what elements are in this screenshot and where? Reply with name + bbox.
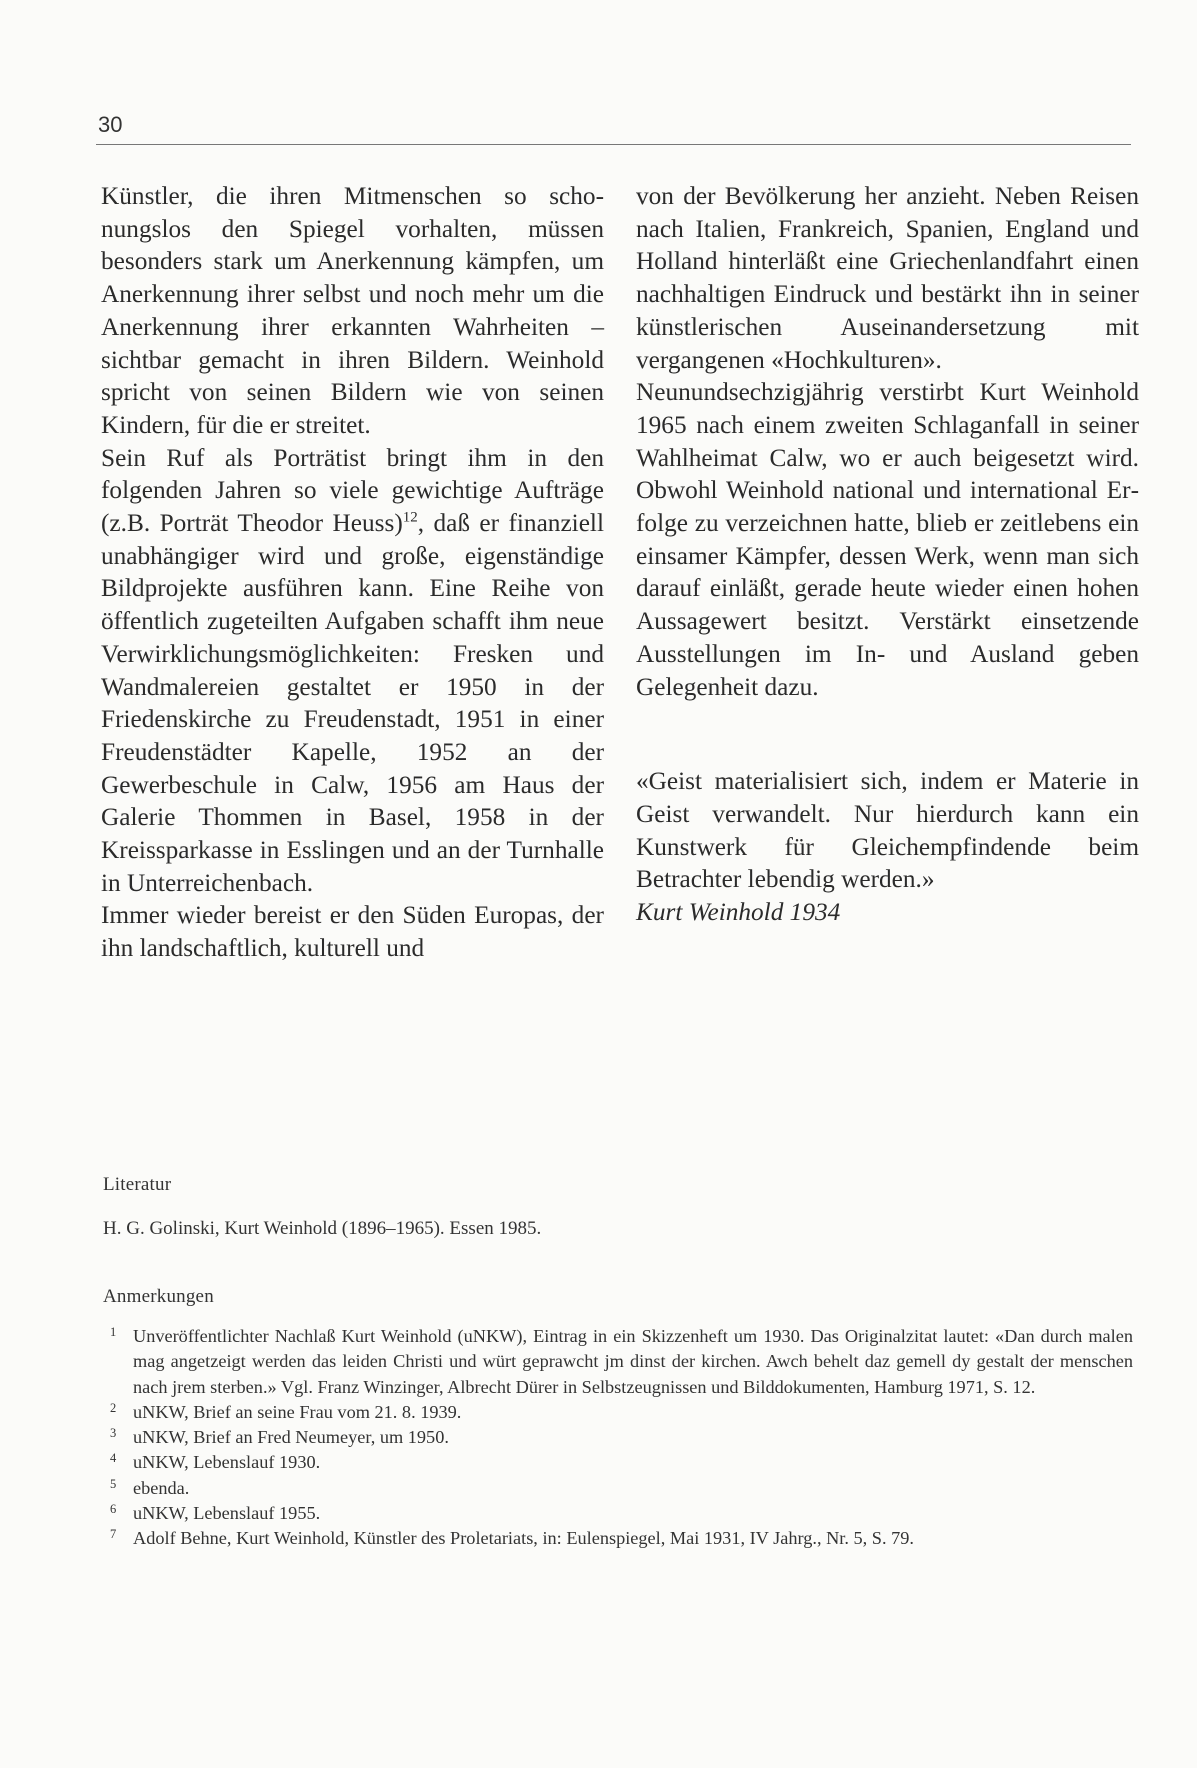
literatur-heading: Literatur: [103, 1174, 172, 1195]
footnote-mark: 4: [110, 1451, 117, 1466]
page-number: 30: [98, 112, 123, 137]
paragraph-2-text: Sein Ruf als Porträtist bringt ihm in den folgenden Jahren so viele gewichtige Aufträge (z.B. Porträt Theodor Heuss): [101, 443, 604, 538]
left-column: [101, 180, 604, 965]
footnote-mark: 6: [110, 1502, 117, 1517]
literatur-entry: H. G. Golinski, Kurt Weinhold (1896–1965). Essen 1985.: [103, 1218, 542, 1239]
footnote: [103, 1450, 1133, 1475]
footnote-text: uNKW, Brief an seine Frau vom 21. 8. 1939.: [133, 1401, 462, 1422]
anmerkungen-heading: Anmerkungen: [103, 1286, 214, 1307]
footnote-text: uNKW, Brief an Fred Neumeyer, um 1950.: [133, 1427, 449, 1448]
header-rule: [96, 144, 1131, 145]
footnote-text: ebenda.: [133, 1477, 190, 1498]
paragraph-3: Immer wieder bereist er den Süden Europas, der ihn landschaftlich, kulturell und: [101, 901, 604, 963]
footnote-text: uNKW, Lebenslauf 1955.: [133, 1503, 321, 1524]
footnote-text: Unveröffentlichter Nachlaß Kurt Weinhold (uNKW), Eintrag in ein Skizzenheft um 1930. Das Originalzitat lautet: «Dan durch malen mag angetzeigt werden das leiden Christi und würt geprawcht jm dinst der kirchen. Awch behelt daz gemell dy gestalt der menschen nach jrem sterben.» Vgl. Franz Winzinger, Albrecht Dürer in Selbstzeugnissen und Bilddokumenten, Hamburg 1971, S. 12.: [133, 1326, 1133, 1397]
paragraph-2: [101, 442, 604, 900]
footnote-mark: 2: [110, 1400, 117, 1415]
quote-author: Kurt Weinhold 1934: [636, 898, 841, 927]
right-column: [636, 180, 1139, 929]
footnote: [103, 1425, 1133, 1450]
footnote-mark: 1: [110, 1325, 117, 1339]
paragraph-1: Künstler, die ihren Mitmenschen so schonungslos den Spiegel vorhalten, müssen besonders stark um Anerkennung kämpfen, um Anerkennung ihrer selbst und noch mehr um die Anerkennung ihrer erkannten Wahrheiten – sichtbar gemacht in ihren Bildern. Weinhold spricht von seinen Bildern wie von seinen Kindern, für die er streitet.: [101, 182, 604, 439]
footnote: [103, 1501, 1133, 1526]
footnote-text: uNKW, Lebenslauf 1930.: [133, 1452, 321, 1473]
footnote-ref-12: 12: [402, 509, 418, 526]
footnote-text: Adolf Behne, Kurt Weinhold, Künstler des Proletariats, in: Eulenspiegel, Mai 1931, IV Jahrg., Nr. 5, S. 79.: [133, 1528, 914, 1549]
paragraph-4: von der Bevölkerung her anzieht. Neben Reisen nach Italien, Frankreich, Spanien, England und Holland hinterläßt eine Griechenlandfahrt einen nachhaltigen Eindruck und bestärkt ihn in seiner künstlerischen Auseinandersetzung mit vergangenen «Hochkulturen».: [636, 182, 1139, 374]
footnote-mark: 5: [110, 1476, 117, 1491]
paragraph-5: Neunundsechzigjährig verstirbt Kurt Weinhold 1965 nach einem zweiten Schlaganfall in seiner Wahlheimat Calw, wo er auch beigesetzt wird. Obwohl Weinhold national und international Erfolge zu verzeichnen hatte, blieb er zeitlebens ein einsamer Kämpfer, dessen Werk, wenn man sich darauf einläßt, gerade heute wieder einen hohen Aussagewert besitzt. Verstärkt einsetzende Ausstellungen im In- und Ausland geben Gelegenheit dazu.: [636, 378, 1139, 701]
footnote-mark: 7: [110, 1527, 117, 1542]
quote-text: «Geist materialisiert sich, indem er Materie in Geist verwandelt. Nur hierdurch kann ein Kunstwerk für Gleichempfindende beim Betrachter lebendig werden.»: [636, 767, 1139, 894]
footnote: [103, 1400, 1133, 1425]
footnote: [103, 1526, 1133, 1551]
paragraph-2-text-cont: , daß er finanziell unabhängiger wird und große, eigenständige Bildprojekte ausführen kann. Eine Reihe von öffentlich zugeteilten Aufgaben schafft ihm neue Verwirklichungsmöglichkeiten: Fresken und Wandmalereien gestaltet er 1950 in der Friedenskirche zu Freudenstadt, 1951 in einer Freudenstädter Kapelle, 1952 an der Gewerbeschule in Calw, 1956 am Haus der Galerie Thommen in Basel, 1958 in der Kreissparkasse in Esslingen und an der Turnhalle in Unterreichenbach.: [101, 509, 604, 897]
footnote-mark: 3: [110, 1426, 117, 1441]
footnotes-list: [103, 1324, 1133, 1552]
footnote: [103, 1324, 1133, 1400]
footnote: [103, 1476, 1133, 1501]
